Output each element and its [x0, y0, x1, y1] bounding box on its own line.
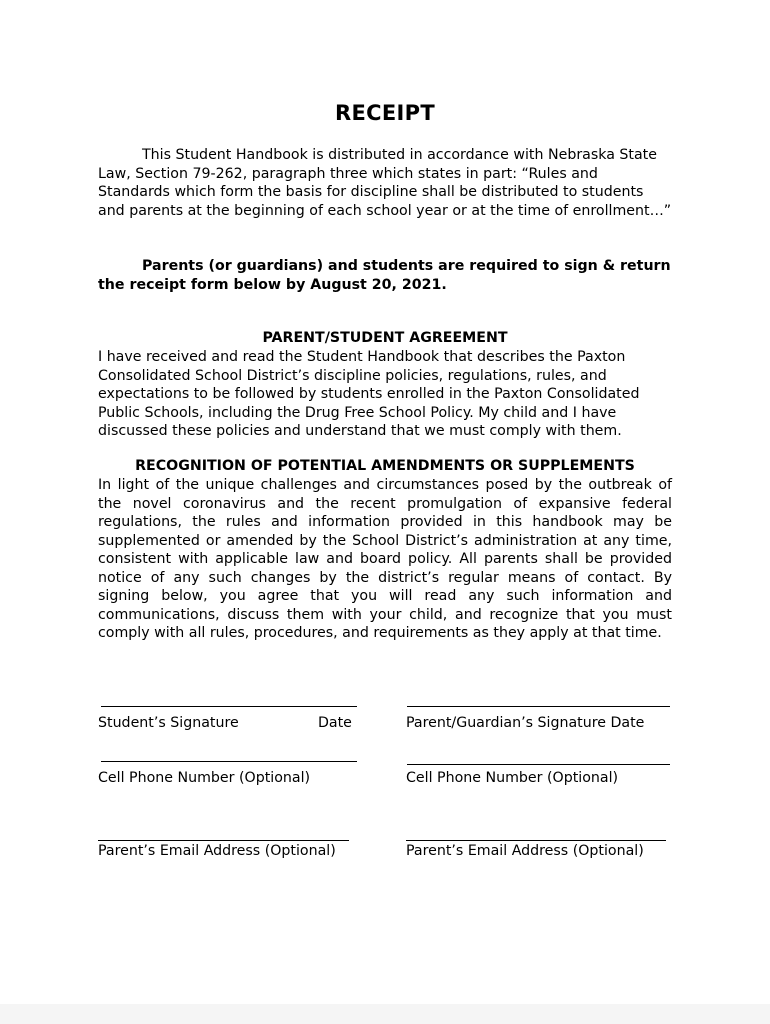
agreement-paragraph: I have received and read the Student Handbook that describes the Paxton Consolidated School District’s discipline policies, regulations, rules, and expectations to be followed by students enrolled in the Paxton Consolidated Public Schools, including the Drug Free School Policy. My child and I have discussed these policies and understand that we must comply with them.	[98, 349, 640, 439]
amendments-paragraph: In light of the unique challenges and circumstances posed by the outbreak of the novel coronavirus and the recent promulgation of expansive federal regulations, the rules and information provided in this handbook may be supplemented or amended by the School District’s administration at any time, consistent with applicable law and board policy. All parents shall be provided notice of any such changes by the district’s regular means of contact. By signing below, you agree that you will read any such information and communications, discuss them with your child, and recognize that you must comply with all rules, procedures, and requirements as they apply at that time.	[98, 477, 672, 641]
email-right-line[interactable]	[406, 840, 666, 841]
cell-phone-left-line[interactable]	[101, 761, 357, 762]
cell-phone-left-label: Cell Phone Number (Optional)	[98, 770, 311, 786]
intro-paragraph	[98, 146, 672, 220]
page-title: RECEIPT	[335, 101, 435, 125]
email-left-line[interactable]	[98, 840, 349, 841]
student-date-label: Date	[318, 715, 352, 731]
student-signature-label: Student’s Signature	[98, 715, 239, 731]
parent-signature-date-label: Parent/Guardian’s Signature Date	[406, 715, 645, 731]
agreement-heading: PARENT/STUDENT AGREEMENT	[262, 330, 508, 346]
amendments-heading: RECOGNITION OF POTENTIAL AMENDMENTS OR SUPPLEMENTS	[135, 458, 635, 474]
requirement-paragraph: Parents (or guardians) and students are required to sign & return the receipt form below by August 20, 2021.	[98, 258, 671, 293]
cell-phone-right-label: Cell Phone Number (Optional)	[406, 770, 619, 786]
intro-paragraph-text: This Student Handbook is distributed in accordance with Nebraska State Law, Section 79-262, paragraph three which states in part: “Rules and Standards which form the basis for discipline shall be distributed to students and parents at the beginning of each school year or at the time of enrollment…”	[98, 147, 672, 219]
cell-phone-right-line[interactable]	[407, 764, 670, 765]
email-left-label: Parent’s Email Address (Optional)	[98, 843, 336, 859]
student-signature-line[interactable]	[101, 706, 357, 707]
email-right-label: Parent’s Email Address (Optional)	[406, 843, 644, 859]
parent-signature-line[interactable]	[407, 706, 670, 707]
viewer-bottom-band	[0, 1004, 770, 1024]
